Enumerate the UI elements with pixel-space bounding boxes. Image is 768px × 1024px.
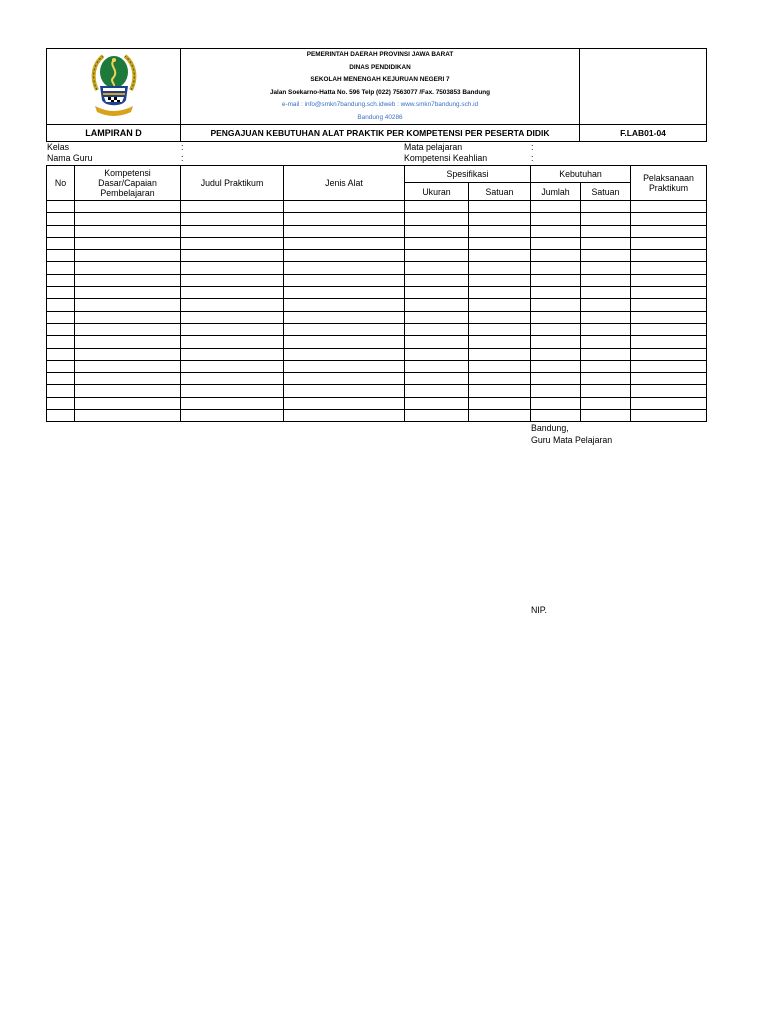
table-cell[interactable] — [469, 323, 531, 335]
table-cell[interactable] — [284, 323, 405, 335]
table-cell[interactable] — [405, 299, 469, 311]
table-cell[interactable] — [631, 274, 707, 286]
table-cell[interactable] — [631, 213, 707, 225]
form-code: F.LAB01-04 — [580, 125, 707, 142]
table-cell[interactable] — [631, 237, 707, 249]
table-cell[interactable] — [531, 262, 581, 274]
table-cell[interactable] — [181, 237, 284, 249]
col-header-jumlah: Jumlah — [531, 183, 581, 201]
table-cell[interactable] — [75, 373, 181, 385]
table-cell[interactable] — [284, 410, 405, 422]
pelaksanaan-line-1: Pelaksanaan — [643, 173, 694, 183]
table-cell[interactable] — [531, 397, 581, 409]
table-row — [47, 201, 707, 213]
table-cell[interactable] — [531, 287, 581, 299]
table-cell[interactable] — [581, 336, 631, 348]
table-cell[interactable] — [75, 397, 181, 409]
col-header-jenis: Jenis Alat — [284, 166, 405, 201]
table-cell[interactable] — [75, 237, 181, 249]
table-row — [47, 323, 707, 335]
table-cell[interactable] — [531, 250, 581, 262]
table-cell[interactable] — [181, 213, 284, 225]
table-cell[interactable] — [469, 373, 531, 385]
table-cell[interactable] — [531, 385, 581, 397]
table-cell[interactable] — [181, 299, 284, 311]
table-cell[interactable] — [47, 323, 75, 335]
table-row — [47, 336, 707, 348]
table-cell[interactable] — [405, 262, 469, 274]
table-cell[interactable] — [284, 201, 405, 213]
table-cell[interactable] — [284, 373, 405, 385]
table-cell[interactable] — [181, 201, 284, 213]
table-cell[interactable] — [531, 360, 581, 372]
signature-nip: NIP. — [531, 605, 547, 615]
table-cell[interactable] — [405, 201, 469, 213]
table-cell[interactable] — [284, 360, 405, 372]
table-cell[interactable] — [284, 287, 405, 299]
table-cell[interactable] — [531, 237, 581, 249]
table-cell[interactable] — [631, 323, 707, 335]
kelas-label: Kelas — [47, 142, 70, 152]
table-cell[interactable] — [405, 237, 469, 249]
requirements-table — [46, 165, 707, 422]
table-cell[interactable] — [631, 250, 707, 262]
col-header-pelaksanaan — [631, 166, 707, 201]
table-cell[interactable] — [284, 311, 405, 323]
table-cell[interactable] — [284, 262, 405, 274]
pelaksanaan-line-2: Praktikum — [648, 183, 689, 193]
form-header — [46, 48, 707, 142]
table-cell[interactable] — [284, 213, 405, 225]
letterhead-city: Bandung 40286 — [357, 113, 403, 121]
table-cell[interactable] — [405, 410, 469, 422]
table-cell[interactable] — [181, 323, 284, 335]
signature-role: Guru Mata Pelajaran — [531, 435, 613, 445]
table-row — [47, 348, 707, 360]
table-cell[interactable] — [631, 201, 707, 213]
table-cell[interactable] — [284, 385, 405, 397]
table-cell[interactable] — [47, 385, 75, 397]
col-header-ukuran: Ukuran — [405, 183, 469, 201]
table-cell[interactable] — [531, 410, 581, 422]
table-row — [47, 225, 707, 237]
table-cell[interactable] — [631, 397, 707, 409]
table-cell[interactable] — [284, 274, 405, 286]
table-cell[interactable] — [631, 360, 707, 372]
table-cell[interactable] — [469, 348, 531, 360]
table-row — [47, 397, 707, 409]
table-cell[interactable] — [284, 237, 405, 249]
signature-city: Bandung, — [531, 423, 569, 433]
table-cell[interactable] — [531, 201, 581, 213]
table-cell[interactable] — [405, 373, 469, 385]
table-cell[interactable] — [631, 348, 707, 360]
lampiran-label: LAMPIRAN D — [47, 125, 181, 142]
table-cell[interactable] — [631, 385, 707, 397]
table-cell[interactable] — [469, 274, 531, 286]
table-cell[interactable] — [75, 385, 181, 397]
table-cell[interactable] — [581, 274, 631, 286]
table-row — [47, 213, 707, 225]
table-row — [47, 237, 707, 249]
table-cell[interactable] — [47, 287, 75, 299]
table-cell[interactable] — [469, 287, 531, 299]
letterhead-school: SEKOLAH MENENGAH KEJURUAN NEGERI 7 — [310, 76, 450, 83]
nama-guru-colon: : — [181, 153, 184, 163]
table-cell[interactable] — [405, 250, 469, 262]
table-cell[interactable] — [47, 373, 75, 385]
table-cell[interactable] — [469, 250, 531, 262]
table-cell[interactable] — [581, 250, 631, 262]
table-cell[interactable] — [47, 336, 75, 348]
table-cell[interactable] — [581, 262, 631, 274]
table-cell[interactable] — [531, 225, 581, 237]
kompetensi-line-2: Dasar/Capaian — [98, 178, 157, 188]
table-cell[interactable] — [47, 250, 75, 262]
table-cell[interactable] — [631, 336, 707, 348]
table-cell[interactable] — [47, 262, 75, 274]
table-cell[interactable] — [47, 201, 75, 213]
table-row — [47, 360, 707, 372]
table-cell[interactable] — [581, 213, 631, 225]
table-cell[interactable] — [405, 225, 469, 237]
table-row — [47, 410, 707, 422]
table-cell[interactable] — [47, 274, 75, 286]
table-cell[interactable] — [75, 348, 181, 360]
table-row — [47, 311, 707, 323]
table-cell[interactable] — [284, 225, 405, 237]
table-cell[interactable] — [631, 373, 707, 385]
table-cell[interactable] — [181, 250, 284, 262]
col-header-spesifikasi: Spesifikasi — [405, 166, 531, 183]
table-cell[interactable] — [181, 385, 284, 397]
table-cell[interactable] — [75, 323, 181, 335]
table-row — [47, 287, 707, 299]
table-cell[interactable] — [405, 287, 469, 299]
table-cell[interactable] — [181, 373, 284, 385]
table-cell[interactable] — [75, 201, 181, 213]
letterhead-address: Jalan Soekarno-Hatta No. 596 Telp (022) 7563077 /Fax. 7503853 Bandung — [269, 88, 491, 96]
col-header-kebutuhan: Kebutuhan — [531, 166, 631, 183]
table-cell[interactable] — [405, 385, 469, 397]
table-cell[interactable] — [405, 397, 469, 409]
table-cell[interactable] — [47, 397, 75, 409]
table-cell[interactable] — [181, 287, 284, 299]
kompetensi-line-1: Kompetensi — [104, 168, 151, 178]
table-cell[interactable] — [469, 410, 531, 422]
letterhead — [181, 49, 580, 125]
table-cell[interactable] — [469, 299, 531, 311]
table-cell[interactable] — [47, 213, 75, 225]
table-cell[interactable] — [469, 385, 531, 397]
table-cell[interactable] — [581, 397, 631, 409]
table-cell[interactable] — [631, 410, 707, 422]
table-cell[interactable] — [531, 373, 581, 385]
table-cell[interactable] — [405, 360, 469, 372]
table-cell[interactable] — [581, 385, 631, 397]
table-row — [47, 373, 707, 385]
table-cell[interactable] — [631, 311, 707, 323]
table-cell[interactable] — [284, 336, 405, 348]
letterhead-contact[interactable]: e-mail : info@smkn7bandung.sch.idweb : www.smkn7bandung.sch.id — [281, 101, 479, 108]
table-row — [47, 262, 707, 274]
table-cell[interactable] — [581, 373, 631, 385]
table-cell[interactable] — [469, 262, 531, 274]
table-cell[interactable] — [181, 348, 284, 360]
table-cell[interactable] — [531, 299, 581, 311]
table-cell[interactable] — [581, 360, 631, 372]
table-cell[interactable] — [469, 213, 531, 225]
table-cell[interactable] — [75, 213, 181, 225]
table-cell[interactable] — [581, 201, 631, 213]
table-cell[interactable] — [181, 360, 284, 372]
table-cell[interactable] — [531, 274, 581, 286]
table-cell[interactable] — [181, 410, 284, 422]
form-title: PENGAJUAN KEBUTUHAN ALAT PRAKTIK PER KOMPETENSI PER PESERTA DIDIK — [181, 125, 580, 142]
table-cell[interactable] — [75, 299, 181, 311]
table-cell[interactable] — [47, 311, 75, 323]
col-header-satuan-spesifikasi: Satuan — [469, 183, 531, 201]
table-cell[interactable] — [75, 225, 181, 237]
table-cell[interactable] — [181, 397, 284, 409]
mata-pelajaran-label: Mata pelajaran — [404, 142, 463, 152]
table-cell[interactable] — [531, 348, 581, 360]
table-cell[interactable] — [631, 299, 707, 311]
table-cell[interactable] — [47, 410, 75, 422]
table-cell[interactable] — [631, 262, 707, 274]
table-cell[interactable] — [47, 225, 75, 237]
table-cell[interactable] — [581, 237, 631, 249]
table-cell[interactable] — [405, 348, 469, 360]
letterhead-government: PEMERINTAH DAERAH PROVINSI JAWA BARAT — [306, 51, 454, 58]
table-row — [47, 274, 707, 286]
table-cell[interactable] — [531, 311, 581, 323]
table-cell[interactable] — [181, 262, 284, 274]
table-cell[interactable] — [631, 287, 707, 299]
table-cell[interactable] — [581, 299, 631, 311]
table-cell[interactable] — [405, 336, 469, 348]
table-cell[interactable] — [284, 250, 405, 262]
col-header-no: No — [47, 166, 75, 201]
table-cell[interactable] — [581, 410, 631, 422]
table-cell[interactable] — [581, 323, 631, 335]
header-blank-cell — [580, 49, 707, 125]
table-cell[interactable] — [47, 360, 75, 372]
table-cell[interactable] — [75, 311, 181, 323]
letterhead-agency: DINAS PENDIDIKAN — [349, 63, 411, 71]
table-row — [47, 385, 707, 397]
table-cell[interactable] — [405, 323, 469, 335]
table-cell[interactable] — [181, 274, 284, 286]
table-cell[interactable] — [75, 287, 181, 299]
table-cell[interactable] — [469, 225, 531, 237]
kompetensi-keahlian-label: Kompetensi Keahlian — [404, 153, 488, 163]
table-cell[interactable] — [181, 311, 284, 323]
kompetensi-keahlian-colon: : — [531, 153, 534, 163]
table-cell[interactable] — [469, 336, 531, 348]
table-cell[interactable] — [469, 237, 531, 249]
nama-guru-label: Nama Guru — [47, 153, 93, 163]
table-cell[interactable] — [531, 323, 581, 335]
table-body — [47, 201, 707, 422]
table-cell[interactable] — [531, 213, 581, 225]
table-cell[interactable] — [469, 311, 531, 323]
table-cell[interactable] — [284, 397, 405, 409]
kelas-colon: : — [181, 142, 184, 152]
table-cell[interactable] — [581, 225, 631, 237]
table-row — [47, 299, 707, 311]
table-row — [47, 250, 707, 262]
table-cell[interactable] — [531, 336, 581, 348]
jawa-barat-emblem-icon — [89, 50, 139, 118]
table-cell[interactable] — [75, 360, 181, 372]
table-cell[interactable] — [405, 213, 469, 225]
table-cell[interactable] — [405, 311, 469, 323]
mata-pelajaran-colon: : — [531, 142, 534, 152]
table-cell[interactable] — [47, 299, 75, 311]
table-cell[interactable] — [47, 348, 75, 360]
table-cell[interactable] — [75, 250, 181, 262]
table-cell[interactable] — [405, 274, 469, 286]
table-cell[interactable] — [631, 225, 707, 237]
table-cell[interactable] — [581, 311, 631, 323]
table-cell[interactable] — [75, 274, 181, 286]
table-cell[interactable] — [469, 397, 531, 409]
table-cell[interactable] — [181, 225, 284, 237]
table-cell[interactable] — [469, 360, 531, 372]
table-cell[interactable] — [581, 348, 631, 360]
table-cell[interactable] — [75, 410, 181, 422]
table-cell[interactable] — [581, 287, 631, 299]
kompetensi-line-3: Pembelajaran — [100, 188, 155, 198]
table-cell[interactable] — [181, 336, 284, 348]
col-header-kompetensi — [75, 166, 181, 201]
col-header-satuan-kebutuhan: Satuan — [581, 183, 631, 201]
table-cell[interactable] — [469, 201, 531, 213]
table-cell[interactable] — [47, 237, 75, 249]
col-header-judul: Judul Praktikum — [181, 166, 284, 201]
table-cell[interactable] — [284, 299, 405, 311]
table-cell[interactable] — [284, 348, 405, 360]
logo-cell — [47, 49, 181, 125]
table-cell[interactable] — [75, 336, 181, 348]
table-cell[interactable] — [75, 262, 181, 274]
